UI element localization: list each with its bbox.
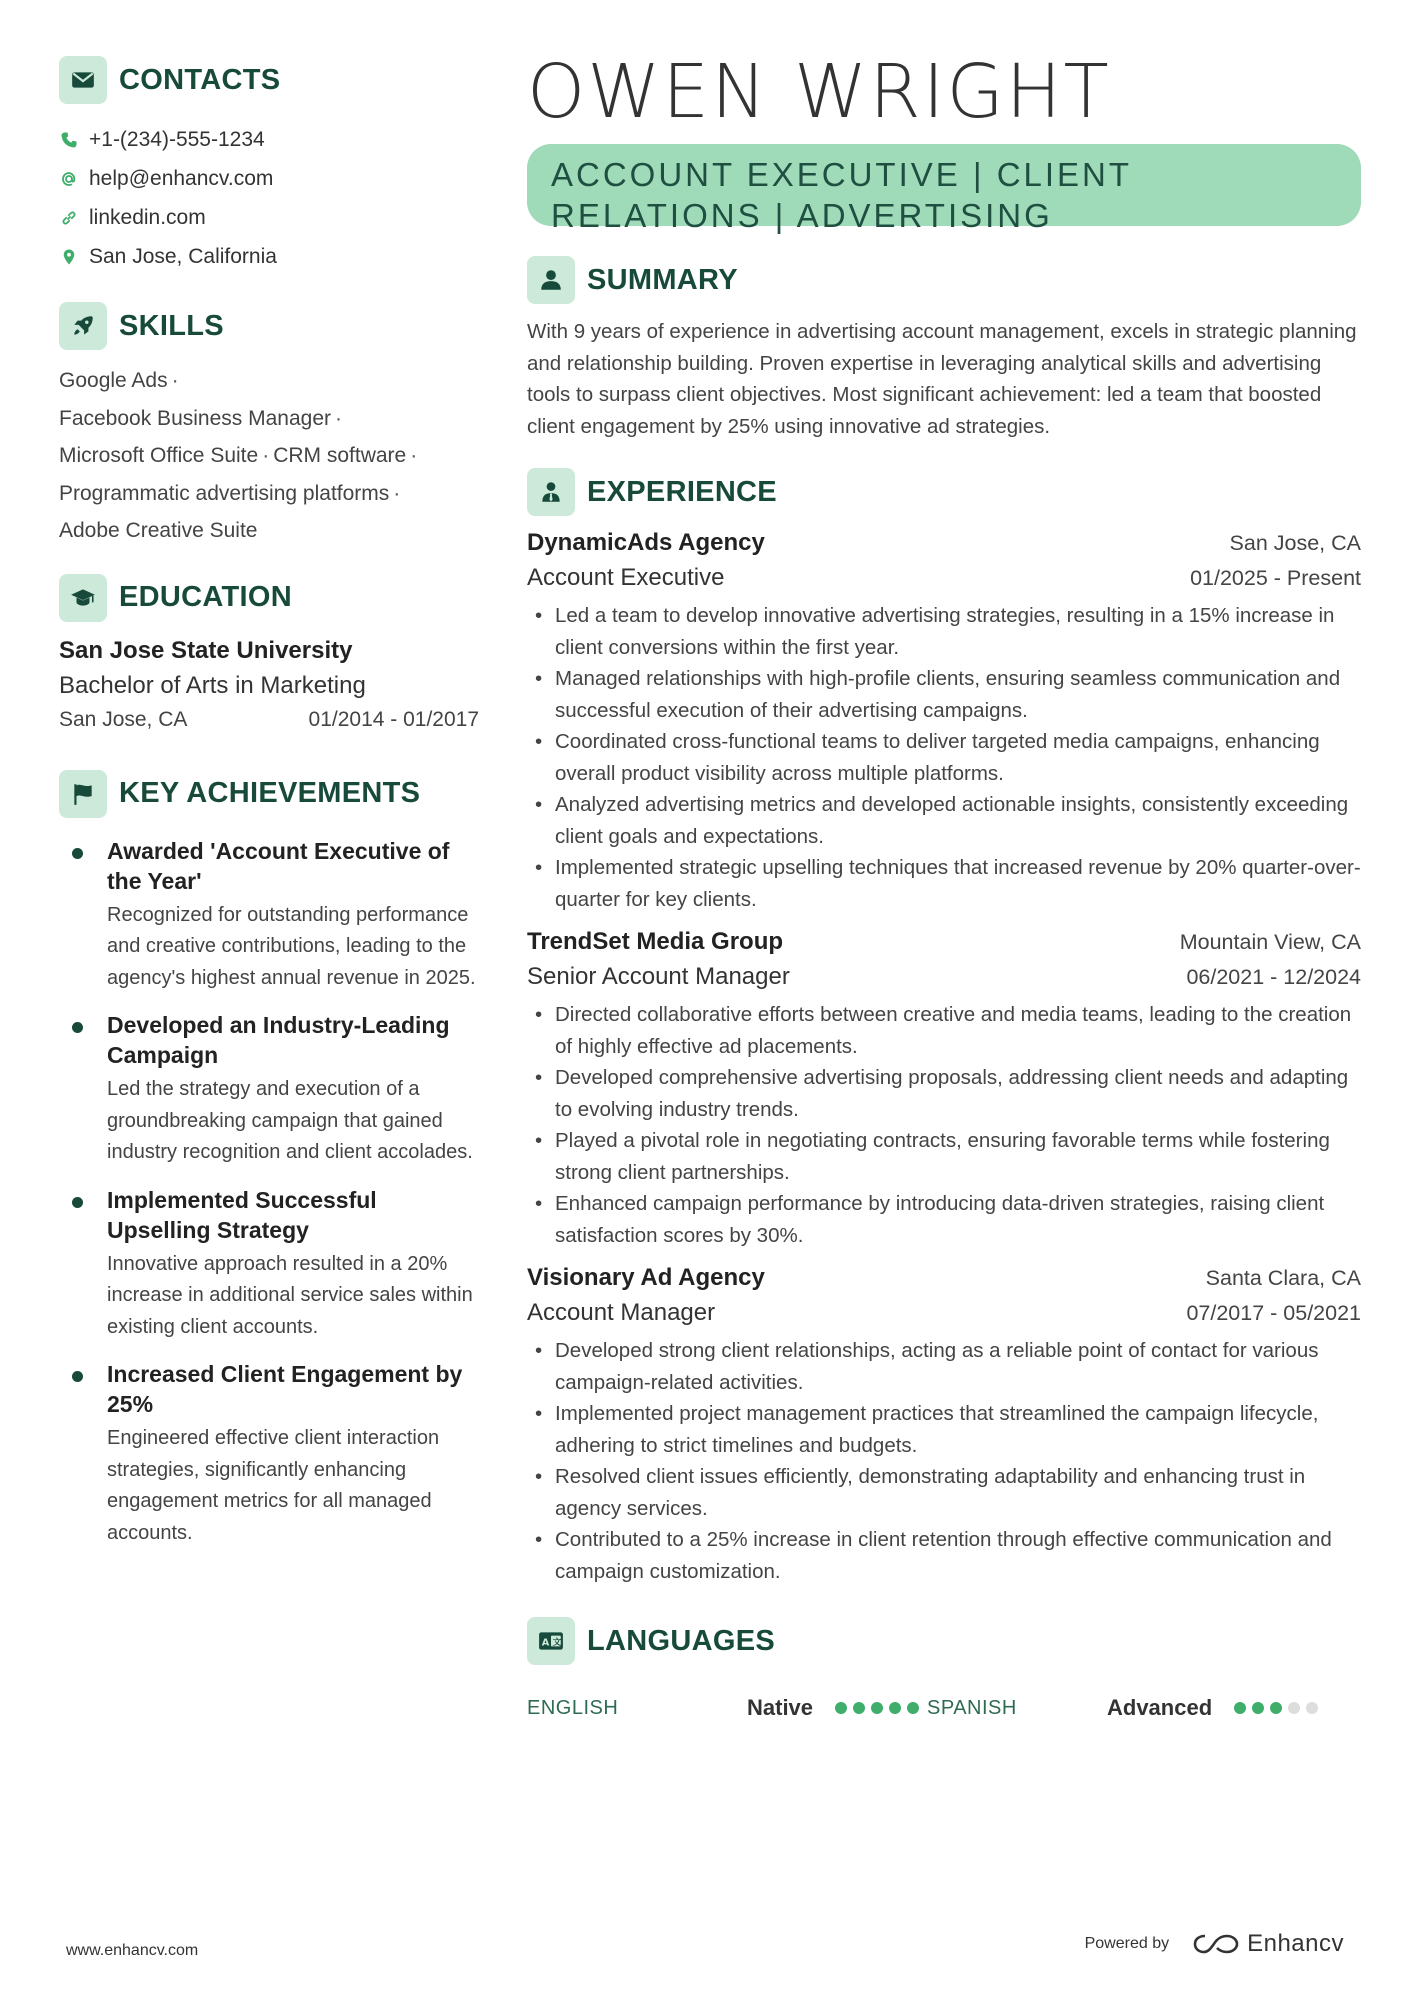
skill-item: Facebook Business Manager <box>59 406 331 430</box>
language-name: ENGLISH <box>527 1696 619 1719</box>
achievement-desc: Innovative approach resulted in a 20% increase in additional service sales within existing client accounts. <box>107 1252 473 1338</box>
job-bullet: • Coordinated cross-functional teams to deliver targeted media campaigns, enhancing overall product visibility across multiple platforms. <box>527 726 1361 789</box>
achievement-desc: Recognized for outstanding performance and creative contributions, leading to the agency's highest annual revenue in 2025. <box>107 903 476 989</box>
education-entry <box>59 634 479 736</box>
right-column <box>527 49 1361 1723</box>
left-column <box>59 56 479 1565</box>
user-icon <box>527 256 575 304</box>
at-icon <box>59 169 79 189</box>
languages-title: LANGUAGES <box>587 1624 775 1657</box>
proficiency-dot-filled <box>853 1702 865 1714</box>
education-dates: 01/2014 - 01/2017 <box>308 707 479 731</box>
experience-title: EXPERIENCE <box>587 475 777 508</box>
achievement-item <box>59 836 479 995</box>
contacts-header <box>59 56 479 104</box>
headline-banner <box>527 144 1361 234</box>
job-location: Mountain View, CA <box>1179 930 1361 954</box>
education-degree: Bachelor of Arts in Marketing <box>59 671 366 699</box>
achievement-item <box>59 1359 479 1549</box>
job-bullet: • Analyzed advertising metrics and developed actionable insights, consistently exceeding client goals and expectations. <box>527 789 1361 852</box>
headline-line-1: ACCOUNT EXECUTIVE | CLIENT <box>551 156 1133 193</box>
powered-by-label: Powered by <box>1084 1935 1170 1952</box>
graduation-cap-icon <box>59 574 107 622</box>
svg-text:文: 文 <box>552 1637 562 1648</box>
proficiency-dot-filled <box>907 1702 919 1714</box>
languages-list <box>527 1693 1361 1723</box>
education-school: San Jose State University <box>59 636 353 664</box>
achievement-title: Developed an Industry-Leading Campaign <box>107 1012 450 1068</box>
job-entry <box>527 925 1361 1251</box>
skill-item: Google Ads <box>59 369 168 392</box>
summary-text: With 9 years of experience in advertising account management, excels in strategic planning and relationship building. Proven expertise in leveraging analytical skills and advertising tools to surpass client objectives. Most significant achievement: led a team that boosted client engagement by 25% using innovative ad strategies. <box>527 320 1357 438</box>
enhancv-logo-icon <box>1193 1931 1239 1957</box>
job-entry <box>527 1261 1361 1587</box>
job-company: Visionary Ad Agency <box>527 1264 765 1291</box>
job-role: Account Executive <box>527 564 725 591</box>
job-bullets <box>527 600 1361 915</box>
flag-icon <box>59 770 107 818</box>
email-text: help@enhancv.com <box>89 166 274 190</box>
language-proficiency-dots <box>1234 1702 1324 1714</box>
education-title: EDUCATION <box>119 581 292 613</box>
proficiency-dot-filled <box>1234 1702 1246 1714</box>
contact-email[interactable] <box>59 159 479 198</box>
location-text: San Jose, California <box>89 244 277 268</box>
job-company: DynamicAds Agency <box>527 529 765 556</box>
language-level: Native <box>747 1695 814 1720</box>
job-location: Santa Clara, CA <box>1205 1266 1361 1290</box>
job-role: Senior Account Manager <box>527 963 790 990</box>
job-dates: 07/2017 - 05/2021 <box>1186 1301 1361 1325</box>
proficiency-dot-filled <box>1270 1702 1282 1714</box>
job-bullet: • Implemented project management practices that streamlined the campaign lifecycle, adhering to strict timelines and budgets. <box>527 1398 1361 1461</box>
bullet-icon <box>72 1371 83 1382</box>
skill-item: Adobe Creative Suite <box>59 519 258 542</box>
skill-item: CRM software <box>273 444 407 467</box>
job-bullet: • Developed strong client relationships, acting as a reliable point of contact for various campaign-related activities. <box>527 1335 1361 1398</box>
headline-line-2: RELATIONS | ADVERTISING <box>551 197 1053 234</box>
phone-icon <box>59 130 79 150</box>
proficiency-dot-filled <box>835 1702 847 1714</box>
language-item <box>527 1695 927 1721</box>
job-bullet: • Played a pivotal role in negotiating contracts, ensuring favorable terms while fostering strong client partnerships. <box>527 1125 1361 1188</box>
job-role: Account Manager <box>527 1299 716 1326</box>
bullet-icon <box>72 1197 83 1208</box>
proficiency-dot-filled <box>889 1702 901 1714</box>
job-bullets <box>527 1335 1361 1587</box>
achievement-item <box>59 1185 479 1344</box>
link-text: linkedin.com <box>89 205 206 229</box>
achievement-title: Implemented Successful Upselling Strategy <box>107 1186 377 1243</box>
skills-title: SKILLS <box>119 309 224 342</box>
language-name: SPANISH <box>927 1696 1017 1719</box>
phone-text: +1-(234)-555-1234 <box>89 127 265 151</box>
skills-list: Google Ads · Facebook Business Manager · Microsoft Office Suite · CRM software · Programmatic advertising platforms · Adobe Creative Suite <box>59 369 418 542</box>
candidate-name: OWEN WRIGHT <box>527 49 1111 135</box>
job-bullet: • Resolved client issues efficiently, demonstrating adaptability and enhancing trust in agency services. <box>527 1461 1361 1524</box>
achievement-title: Increased Client Engagement by 25% <box>107 1361 463 1417</box>
proficiency-dot-empty <box>1306 1702 1318 1714</box>
contact-link[interactable] <box>59 198 479 237</box>
job-bullet: • Contributed to a 25% increase in client retention through effective communication and campaign customization. <box>527 1524 1361 1587</box>
footer-branding <box>1085 1930 1344 1958</box>
brand-name: Enhancv <box>1247 1930 1344 1957</box>
svg-text:A: A <box>541 1637 550 1649</box>
footer-website[interactable]: www.enhancv.com <box>66 1942 199 1959</box>
achievement-item <box>59 1010 479 1169</box>
briefcase-user-icon <box>527 468 575 516</box>
contact-list <box>59 120 479 276</box>
language-icon <box>527 1617 575 1665</box>
achievement-title: Awarded 'Account Executive of the Year' <box>107 837 450 894</box>
bullet-icon <box>72 1022 83 1033</box>
summary-header <box>527 256 1361 304</box>
link-icon <box>59 208 79 228</box>
bullet-icon <box>72 848 83 859</box>
achievements-title: KEY ACHIEVEMENTS <box>119 777 421 809</box>
language-level: Advanced <box>1107 1695 1213 1720</box>
job-bullet: • Led a team to develop innovative advertising strategies, resulting in a 15% increase in client conversions within the first year. <box>527 600 1361 663</box>
education-header <box>59 574 479 622</box>
skills-header <box>59 302 479 350</box>
proficiency-dot-empty <box>1288 1702 1300 1714</box>
rocket-icon <box>59 302 107 350</box>
achievement-desc: Led the strategy and execution of a groundbreaking campaign that gained industry recognition and client accolades. <box>107 1078 473 1163</box>
brand-logo[interactable] <box>1193 1930 1344 1958</box>
job-bullet: • Implemented strategic upselling techniques that increased revenue by 20% quarter-over-quarter for key clients. <box>527 852 1361 915</box>
location-pin-icon <box>59 247 79 267</box>
education-location: San Jose, CA <box>59 707 188 731</box>
skill-item: Microsoft Office Suite <box>59 444 259 467</box>
contact-location <box>59 237 479 276</box>
job-location: San Jose, CA <box>1229 531 1361 555</box>
proficiency-dot-filled <box>1252 1702 1264 1714</box>
envelope-icon <box>59 56 107 104</box>
skill-item: Programmatic advertising platforms <box>59 481 390 505</box>
job-bullet: • Managed relationships with high-profile clients, ensuring seamless communication and successful execution of their advertising campaigns. <box>527 663 1361 726</box>
achievements-list <box>59 836 479 1550</box>
job-bullet: • Directed collaborative efforts between creative and media teams, leading to the creation of highly effective ad placements. <box>527 999 1361 1062</box>
experience-header <box>527 468 1361 516</box>
job-dates: 06/2021 - 12/2024 <box>1186 965 1361 989</box>
summary-title: SUMMARY <box>587 263 738 296</box>
contacts-title: CONTACTS <box>119 63 281 96</box>
proficiency-dot-filled <box>871 1702 883 1714</box>
language-proficiency-dots <box>835 1702 925 1714</box>
language-item <box>927 1695 1327 1721</box>
job-entry <box>527 526 1361 915</box>
job-bullets <box>527 999 1361 1251</box>
contact-phone[interactable] <box>59 120 479 159</box>
job-dates: 01/2025 - Present <box>1190 566 1361 590</box>
languages-header <box>527 1617 1361 1665</box>
achievements-header <box>59 770 479 818</box>
achievement-desc: Engineered effective client interaction strategies, significantly enhancing engagement metrics for all managed accounts. <box>107 1427 440 1544</box>
job-bullet: • Enhanced campaign performance by introducing data-driven strategies, raising client satisfaction scores by 30%. <box>527 1188 1361 1251</box>
job-bullet: • Developed comprehensive advertising proposals, addressing client needs and adapting to evolving industry trends. <box>527 1062 1361 1125</box>
job-company: TrendSet Media Group <box>527 928 784 955</box>
